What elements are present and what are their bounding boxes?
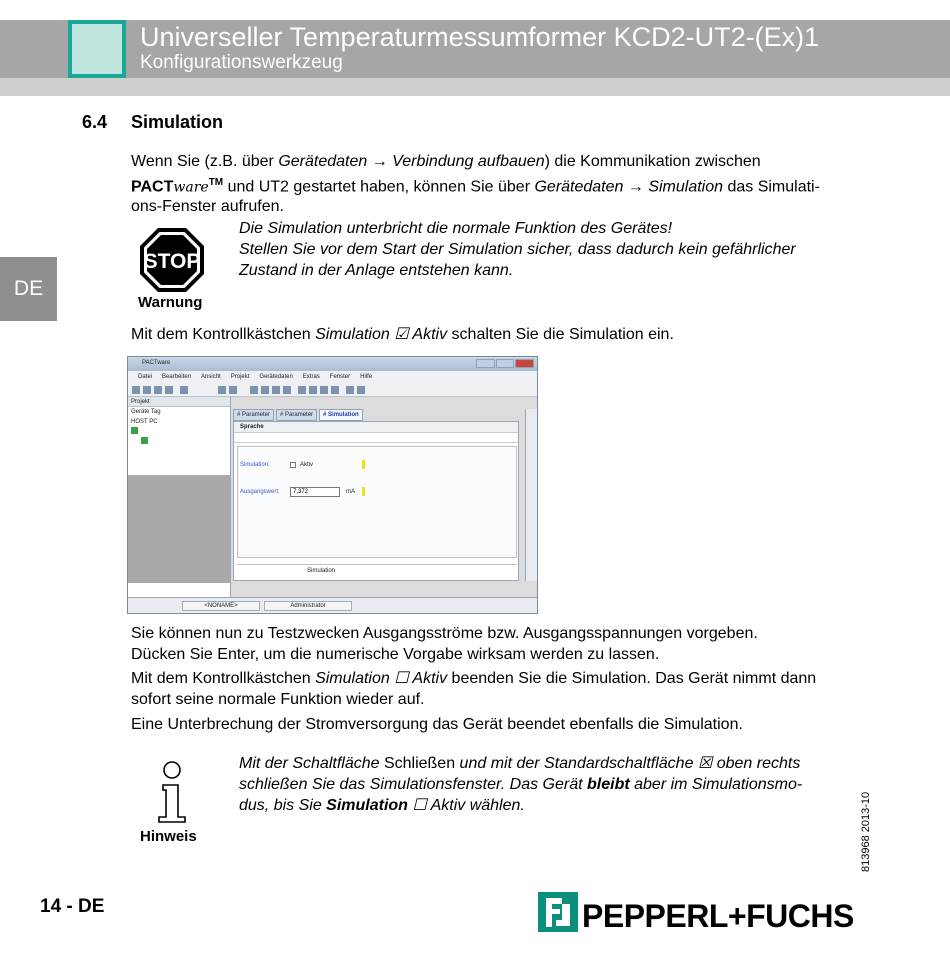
panel-toolbar — [234, 433, 518, 443]
project-panel — [128, 397, 231, 597]
pepperl-fuchs-logo-text: PEPPERL+FUCHS — [582, 898, 854, 934]
warning-label: Warnung — [138, 294, 203, 311]
checkbox-off-paragraph: Mit dem Kontrollkästchen Simulation ☐ Aktiv beenden Sie die Simulation. Das Gerät nimmt dann sofort seine normale Funktion wieder auf. — [131, 670, 817, 708]
menu-item: Extras — [302, 374, 320, 380]
hint-label: Hinweis — [140, 828, 197, 845]
menu-item: Hilfe — [360, 374, 373, 380]
menu-item: Datei — [138, 374, 153, 380]
tab-parameter: # Parameter — [233, 409, 274, 421]
project-panel-empty — [128, 475, 230, 583]
screenshot-menubar — [128, 371, 537, 383]
simulation-form — [237, 446, 517, 558]
output-unit: mA — [346, 489, 355, 495]
device-catalog-strip — [525, 409, 537, 581]
status-project: <NONAME> — [182, 601, 260, 611]
aktiv-checkbox — [290, 462, 296, 468]
checkbox-on-paragraph: Mit dem Kontrollkästchen Simulation ☑ Aktiv schalten Sie die Simulation ein. — [131, 326, 674, 343]
simulation-panel — [233, 421, 519, 581]
tab-parameter: # Parameter — [276, 409, 317, 421]
project-panel-column: Geräte Tag — [131, 409, 161, 415]
header-divider — [0, 78, 950, 96]
document-title: Universeller Temperaturmessumformer KCD2-UT2-(Ex)1 — [140, 22, 820, 52]
pactware-screenshot — [127, 356, 538, 614]
stop-icon-text: STOP — [143, 250, 201, 273]
tab-simulation: # Simulation — [319, 409, 363, 421]
menu-item: Gerätedaten — [259, 374, 293, 380]
menu-item: Bearbeiten — [162, 374, 192, 380]
device-node — [128, 427, 230, 437]
document-subtitle: Konfigurationswerkzeug — [140, 52, 343, 73]
aktiv-label: Aktiv — [300, 462, 314, 468]
menu-item: Projekt — [230, 374, 250, 380]
document-number: 813968 2013-10 — [860, 791, 872, 872]
menu-item: Fenster — [329, 374, 351, 380]
bottom-tab-simulation: Simulation — [237, 564, 517, 576]
section-title: Simulation — [131, 112, 224, 132]
screenshot-statusbar — [128, 597, 537, 613]
window-buttons — [476, 359, 534, 368]
after-screenshot-paragraph: Sie können nun zu Testzwecken Ausgangsströme bzw. Ausgangsspannungen vorgeben. Dücken Sie Enter, um die numerische Vorgabe wirksam werden zu lassen. — [131, 625, 758, 663]
status-user: Administrator — [264, 601, 352, 611]
host-pc-node: HOST PC — [131, 419, 158, 425]
output-label: Ausgangswert: — [240, 489, 280, 495]
simulation-label: Simulation: — [240, 462, 270, 468]
language-tab: DE — [0, 257, 57, 321]
intro-paragraph: Wenn Sie (z.B. über Gerätedaten → Verbindung aufbauen) die Kommunikation zwischen PACTware™ und UT2 gestartet haben, können Sie über Gerätedaten → Simulation das Simulati- ons-Fenster aufrufen. — [131, 153, 820, 216]
warning-text: Die Simulation unterbricht die normale Funktion des Gerätes! Stellen Sie vor dem Start der Simulation sicher, dass dadurch kein gefährlicher Zustand in der Anlage entstehen kann. — [239, 220, 796, 279]
menu-item: Ansicht — [201, 374, 221, 380]
screenshot-toolbar — [128, 383, 537, 397]
info-icon — [158, 761, 186, 823]
page-number: 14 - DE — [40, 896, 105, 917]
section-number: 6.4 — [82, 112, 108, 132]
header-accent-square — [68, 20, 126, 78]
screenshot-title: PACTware — [142, 360, 171, 366]
project-panel-header: Projekt — [128, 397, 230, 407]
status-marker — [362, 460, 365, 469]
panel-header: Sprache — [234, 422, 518, 433]
screenshot-titlebar — [128, 357, 537, 371]
device-node — [128, 437, 230, 447]
status-marker — [362, 487, 365, 496]
stop-icon — [138, 226, 206, 294]
document-tabs — [233, 409, 523, 421]
hint-text: Mit der Schaltfläche Schließen und mit der Standardschaltfläche ☒ oben rechts schließen Sie das Simulationsfenster. Das Gerät bleibt aber im Simulationsmo- dus, bis Sie Simulation ☐ Aktiv wählen. — [239, 755, 803, 814]
pepperl-fuchs-logo-icon — [538, 892, 578, 932]
output-value-field: 7,372 — [290, 487, 340, 497]
power-interruption-paragraph: Eine Unterbrechung der Stromversorgung das Gerät beendet ebenfalls die Simulation. — [131, 716, 743, 733]
